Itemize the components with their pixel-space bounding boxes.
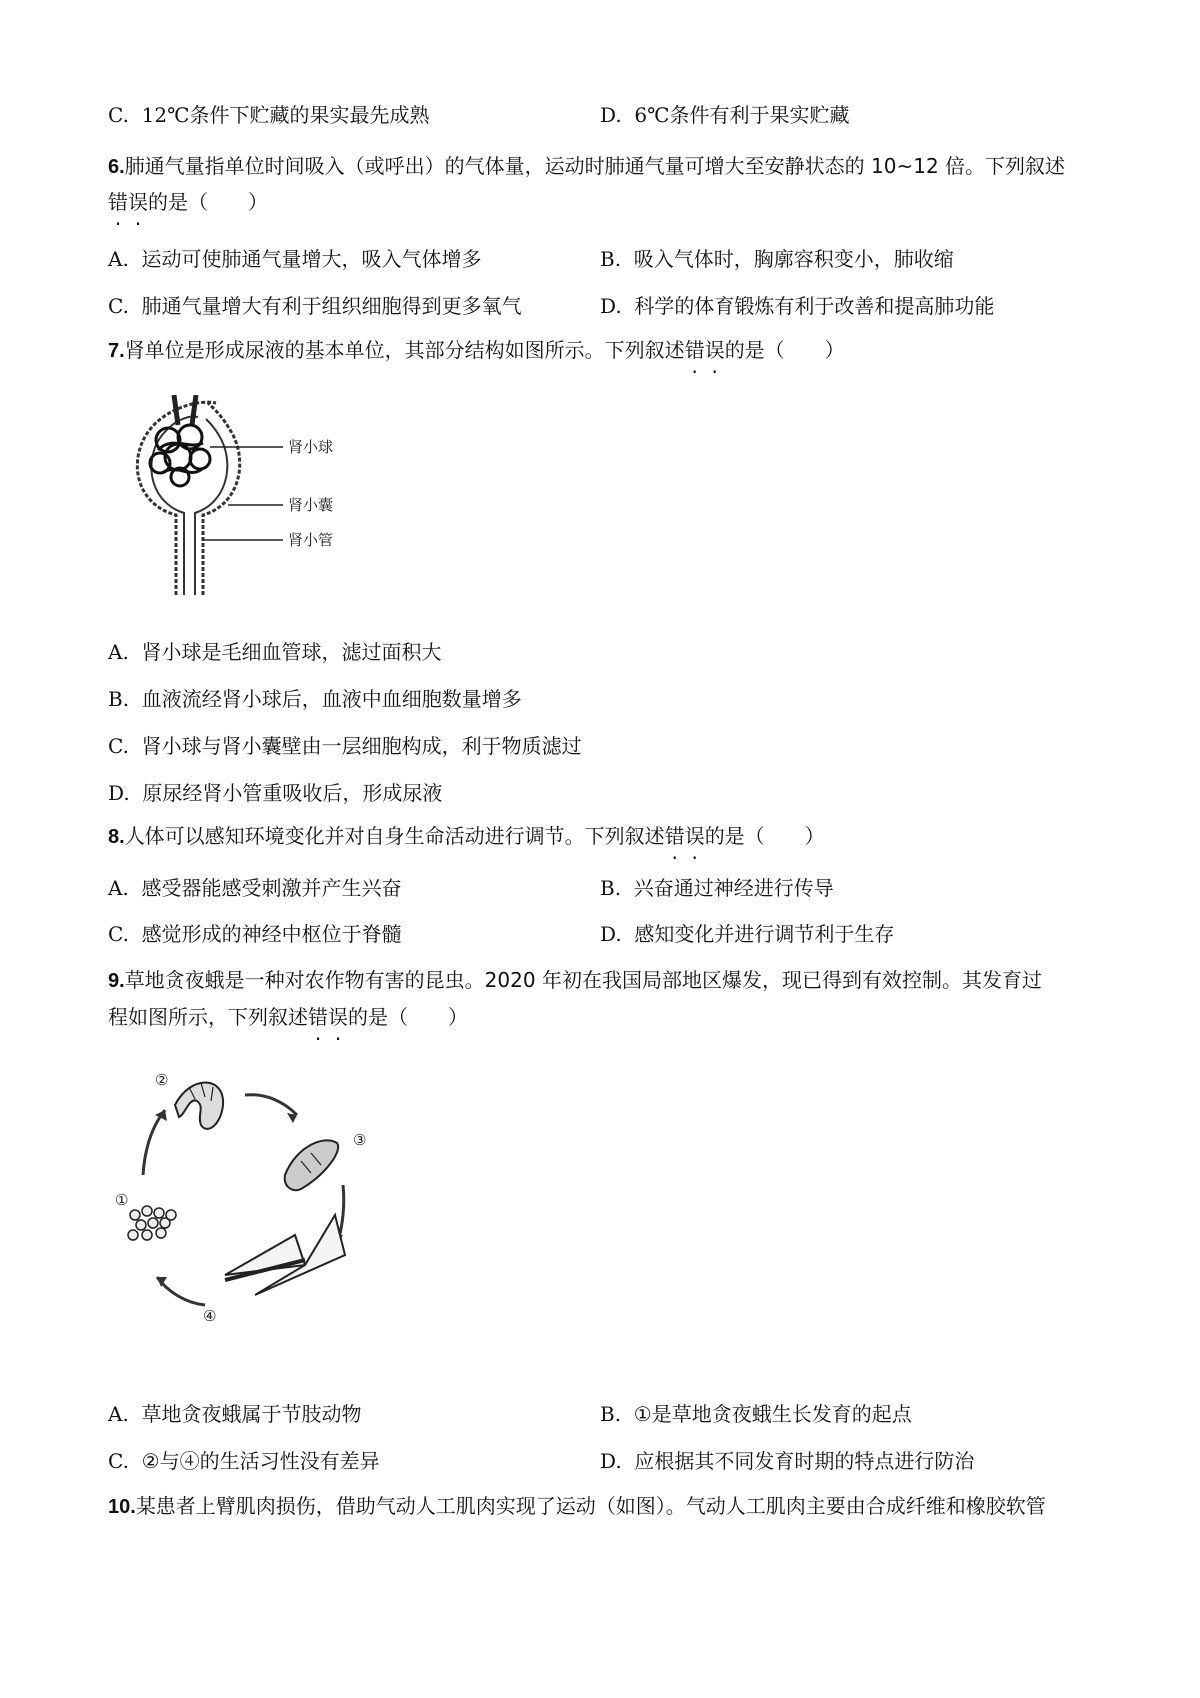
q6-option-c: C. 肺通气量增大有利于组织细胞得到更多氧气 xyxy=(108,294,522,318)
label-tubule: 肾小管 xyxy=(288,531,334,549)
q8-stem: 8.人体可以感知环境变化并对自身生命活动进行调节。下列叙述错误的是（ ） xyxy=(108,824,825,848)
q9-option-d: D. 应根据其不同发育时期的特点进行防治 xyxy=(600,1449,975,1473)
larva xyxy=(175,1083,223,1129)
q8-option-d: D. 感知变化并进行调节利于生存 xyxy=(600,922,895,946)
q7-option-b: B. 血液流经肾小球后，血液中血细胞数量增多 xyxy=(108,687,522,711)
arrow-2-to-3 xyxy=(245,1095,297,1115)
glomerulus-tuft xyxy=(150,425,210,486)
q6-option-b: B. 吸入气体时，胸廓容积变小，肺收缩 xyxy=(600,247,954,271)
stage-4-label: ④ xyxy=(203,1307,217,1325)
eggs xyxy=(128,1206,176,1240)
q7-option-c: C. 肾小球与肾小囊壁由一层细胞构成，利于物质滤过 xyxy=(108,734,582,758)
arrow-1-to-2 xyxy=(143,1110,165,1175)
q6-stem-line1: 6.肺通气量指单位时间吸入（或呼出）的气体量，运动时肺通气量可增大至安静状态的 10~12 倍。下列叙述 xyxy=(108,154,1066,178)
q5-option-d: D. 6℃条件有利于果实贮藏 xyxy=(600,103,850,127)
vessel-in xyxy=(174,395,178,425)
q7-option-a: A. 肾小球是毛细血管球，滤过面积大 xyxy=(108,640,442,664)
q9-stem-line2: 程如图所示，下列叙述错误的是（ ） xyxy=(108,1005,468,1029)
stage-3-label: ③ xyxy=(353,1131,367,1149)
moth xyxy=(225,1215,345,1295)
vessel-out xyxy=(192,395,196,425)
q7-stem: 7.肾单位是形成尿液的基本单位，其部分结构如图所示。下列叙述错误的是（ ） xyxy=(108,338,845,362)
q10-stem-line1: 10.某患者上臂肌肉损伤，借助气动人工肌肉实现了运动（如图）。气动人工肌肉主要由合成纤维和橡胶软管 xyxy=(108,1494,1046,1518)
q8-option-a: A. 感受器能感受刺激并产生兴奋 xyxy=(108,876,402,900)
q6-option-a: A. 运动可使肺通气量增大，吸入气体增多 xyxy=(108,247,482,271)
q7-option-d: D. 原尿经肾小管重吸收后，形成尿液 xyxy=(108,781,443,805)
q9-option-c: C. ②与④的生活习性没有差异 xyxy=(108,1449,380,1473)
label-glomerulus: 肾小球 xyxy=(288,438,334,456)
capsule-outer-wall-right xyxy=(203,403,240,595)
q8-option-b: B. 兴奋通过神经进行传导 xyxy=(600,876,834,900)
q9-stem-line1: 9.草地贪夜蛾是一种对农作物有害的昆虫。2020 年初在我国局部地区爆发，现已得到有效控制。其发育过 xyxy=(108,968,1042,992)
q8-option-c: C. 感觉形成的神经中枢位于脊髓 xyxy=(108,922,402,946)
q9-option-b: B. ①是草地贪夜蛾生长发育的起点 xyxy=(600,1402,912,1426)
q6-stem-line2: 错误的是（ ） xyxy=(108,190,268,214)
q5-option-c: C. 12℃条件下贮藏的果实最先成熟 xyxy=(108,103,430,127)
lifecycle-figure xyxy=(105,1065,385,1335)
pupa xyxy=(285,1140,338,1190)
stage-2-label: ② xyxy=(155,1071,169,1089)
q6-option-d: D. 科学的体育锻炼有利于改善和提高肺功能 xyxy=(600,294,995,318)
q9-option-a: A. 草地贪夜蛾属于节肢动物 xyxy=(108,1402,362,1426)
stage-1-label: ① xyxy=(115,1191,129,1209)
nephron-figure xyxy=(118,395,378,605)
label-capsule: 肾小囊 xyxy=(288,496,334,514)
